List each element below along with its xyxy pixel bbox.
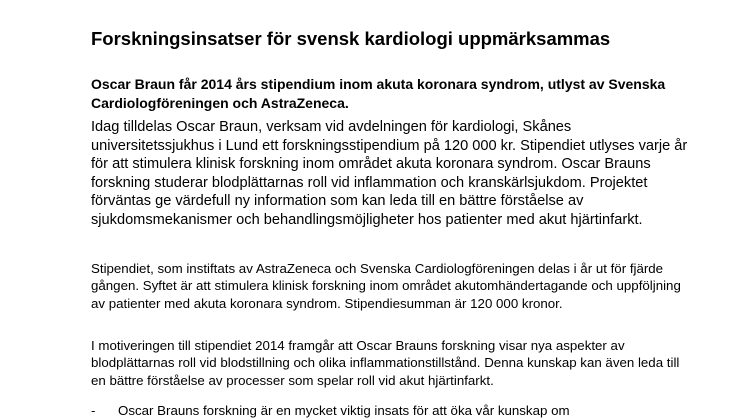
bullet-item bbox=[91, 402, 711, 419]
paragraph-2: Stipendiet, som instiftats av AstraZeneca och Svenska Cardiologföreningen delas i år ut för fjärde gången. Syftet är att stimulera klinisk forskning inom området akutomhändertagande och uppföljning av patienter med akuta koronara syndrom. Stipendiesumman är 120 000 kronor. bbox=[91, 261, 681, 311]
subheading: Oscar Braun får 2014 års stipendium inom akuta koronara syndrom, utlyst av Svenska Cardiologföreningen och AstraZeneca. bbox=[91, 76, 666, 111]
bullet-text: Oscar Brauns forskning är en mycket viktig insats för att öka vår kunskap om bbox=[118, 403, 570, 418]
bullet-marker: - bbox=[91, 403, 96, 418]
paragraph-3: I motiveringen till stipendiet 2014 framgår att Oscar Brauns forskning visar nya aspekter av blodplättarnas roll vid blodstillning och olika inflammationstillstånd. Denna kunskap kan även leda till en bättre förståelse av processer som spelar roll vid akut hjärtinfarkt. bbox=[91, 338, 680, 388]
page-title: Forskningsinsatser för svensk kardiologi uppmärksammas bbox=[91, 28, 611, 49]
paragraph-1: Idag tilldelas Oscar Braun, verksam vid avdelningen för kardiologi, Skånes universitetssjukhus i Lund ett forskningsstipendium på 120 000 kr. Stipendiet utlyses varje år för att stimulera klinisk forskning inom området akuta koronara syndrom. Oscar Brauns forskning studerar blodplättarnas roll vid inflammation och kranskärlsjukdom. Projektet förväntas ge värdefull ny information som kan leda till en bättre förståelse av sjukdomsmekanismer och behandlingsmöjligheter hos patienter med akut hjärtinfarkt. bbox=[91, 119, 688, 228]
